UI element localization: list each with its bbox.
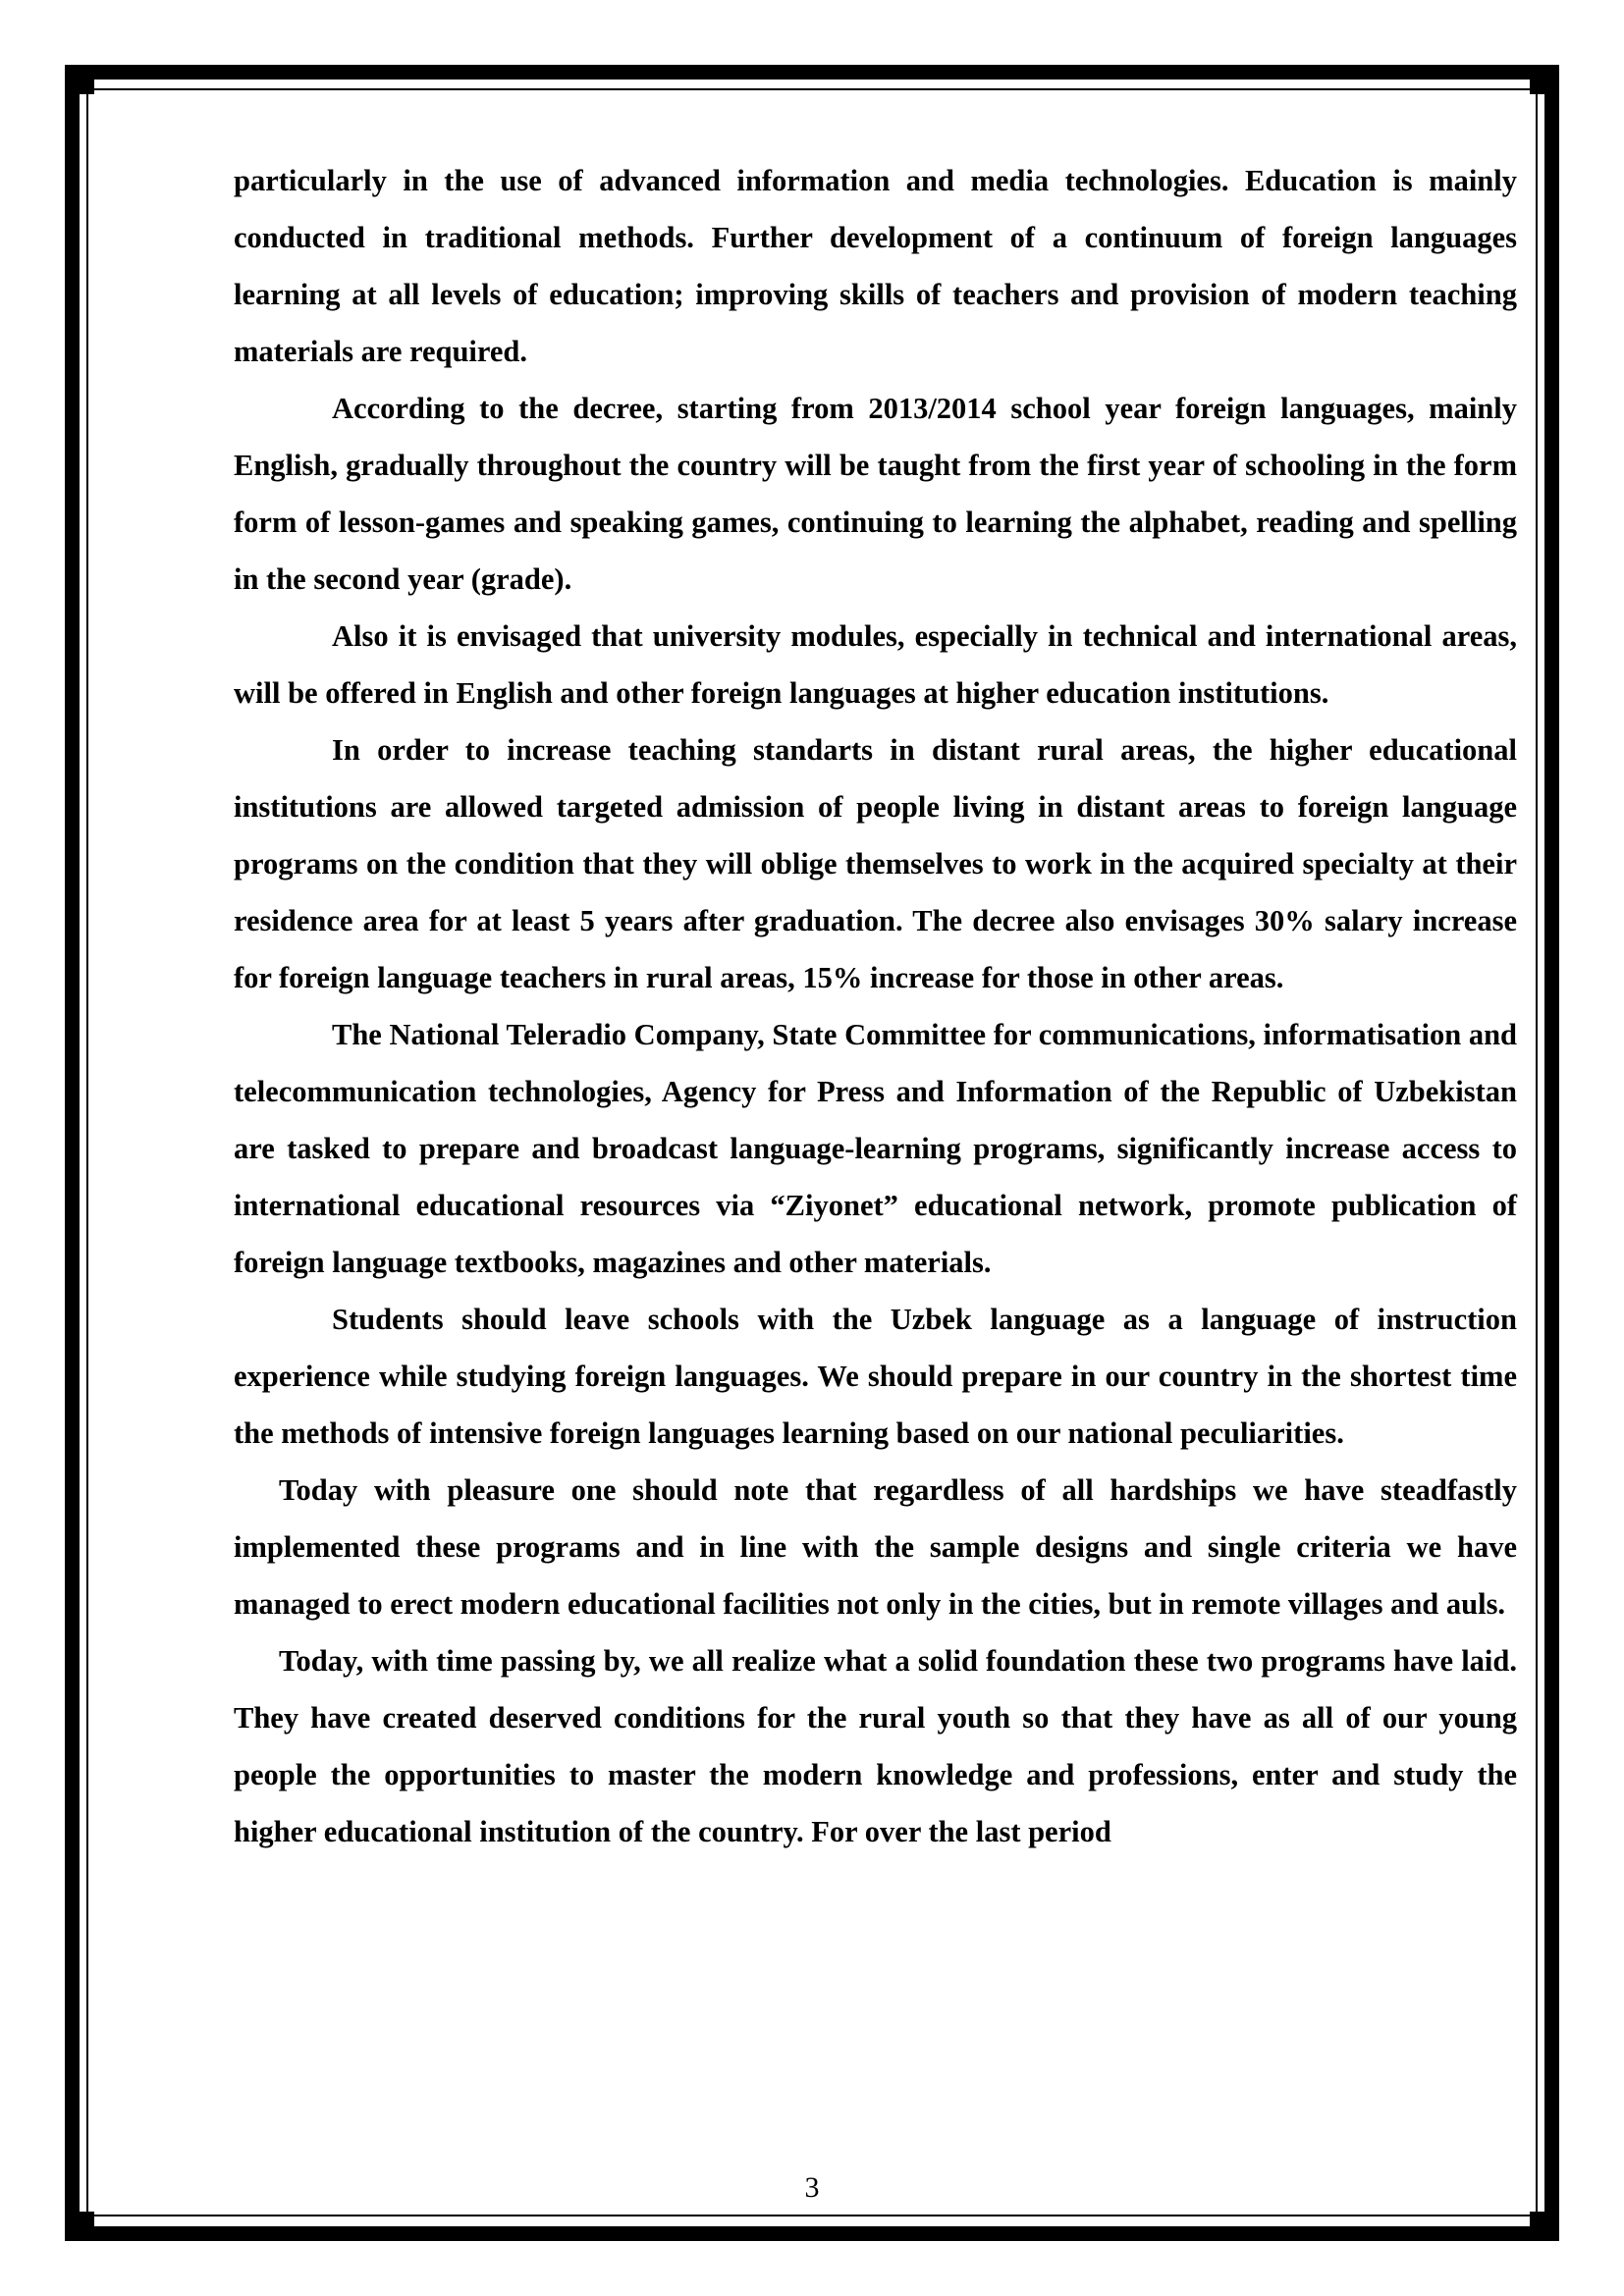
paragraph-6: Students should leave schools with the Uzbek language as a language of instruction experience while studying foreign languages. We should prepare in our country in the shortest time the methods of intensive foreign languages learning based on our national peculiarities. — [234, 1303, 1517, 1450]
paragraph-2: According to the decree, starting from 2013/2014 school year foreign languages, mainly English, gradually throughout the country will be taught from the first year of schooling in the form form of lesson-games and speaking games, continuing to learning the alphabet, reading and spelling in the second year (grade). — [234, 392, 1517, 596]
inner-line-right — [1536, 88, 1538, 2216]
paragraph-5: The National Teleradio Company, State Committee for communications, informatisation and telecommunication technologies, Agency for Press and Information of the Republic of Uzbekistan are tasked to prepare and broadcast language-learning programs, significantly increase access to international educational resources via “Ziyonet” educational network, promote publication of foreign language textbooks, magazines and other materials. — [234, 1018, 1517, 1279]
paragraph-7: Today with pleasure one should note that regardless of all hardships we have steadfastly implemented these programs and in line with the sample designs and single criteria we have managed to erect modern educational facilities not only in the cities, but in remote villages and auls. — [234, 1473, 1517, 1621]
document-body — [234, 152, 1517, 1860]
corner-ornament-top-left — [65, 65, 120, 120]
border-right — [1544, 112, 1559, 2195]
page-number: 3 — [804, 2171, 820, 2204]
inner-line-bottom — [86, 2215, 1538, 2216]
paragraph-3: Also it is envisaged that university modules, especially in technical and international areas, will be offered in English and other foreign languages at higher education institutions. — [234, 619, 1517, 710]
inner-line-top — [86, 88, 1538, 90]
border-left — [65, 112, 80, 2195]
corner-ornament-top-right — [1504, 65, 1559, 120]
border-bottom — [116, 2226, 1510, 2241]
paragraph-1: particularly in the use of advanced information and media technologies. Education is mainly conducted in traditional methods. Further development of a continuum of foreign languages learning at all levels of education; improving skills of teachers and provision of modern teaching materials are required. — [234, 164, 1517, 368]
paragraph-4: In order to increase teaching standarts in distant rural areas, the higher educational institutions are allowed targeted admission of people living in distant areas to foreign language programs on the condition that they will oblige themselves to work in the acquired specialty at their residence area for at least 5 years after graduation. The decree also envisages 30% salary increase for foreign language teachers in rural areas, 15% increase for those in other areas. — [234, 733, 1517, 994]
inner-line-left — [86, 88, 88, 2216]
border-top — [116, 65, 1510, 80]
paragraph-8: Today, with time passing by, we all realize what a solid foundation these two programs have laid. They have created deserved conditions for the rural youth so that they have as all of our young people the opportunities to master the modern knowledge and professions, enter and study the higher educational institution of the country. For over the last period — [234, 1644, 1517, 1848]
